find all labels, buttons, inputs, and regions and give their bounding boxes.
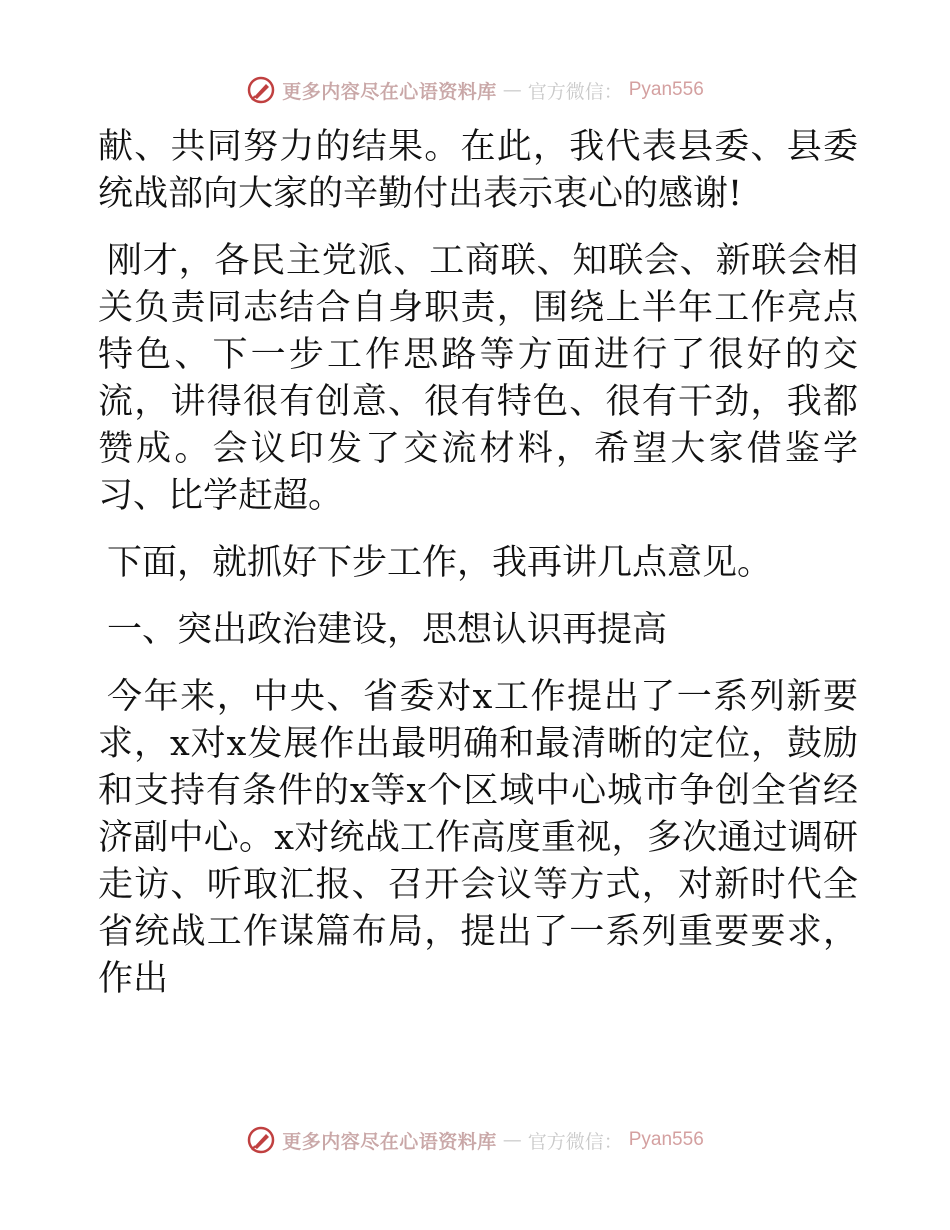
watermark-site-text: 更多内容尽在心语资料库 — [282, 80, 497, 103]
paragraph-3: 下面，就抓好下步工作，我再讲几点意见。 — [107, 543, 773, 583]
watermark-official-label: 官方微信： — [527, 1130, 623, 1153]
quill-pen-logo-icon — [246, 75, 276, 105]
watermark-wechat-id: Pyan556 — [628, 1129, 704, 1150]
document-body — [98, 124, 858, 1023]
header-watermark — [0, 72, 950, 108]
paragraph-1: 献、共同努力的结果。在此，我代表县委、县委统战部向大家的辛勤付出表示衷心的感谢! — [98, 127, 858, 214]
paragraph-2: 刚才，各民主党派、工商联、知联会、新联会相关负责同志结合自身职责，围绕上半年工作亮点特色、下一步工作思路等方面进行了很好的交流，讲得很有创意、很有特色、很有干劲，我都赞成。会议印发了交流材料，希望大家借鉴学习、比学赶超。 — [98, 241, 858, 516]
watermark-site-text: 更多内容尽在心语资料库 — [282, 1130, 497, 1153]
watermark-official-label: 官方微信： — [527, 80, 623, 103]
footer-watermark — [0, 1122, 950, 1158]
watermark-separator: — — [502, 1129, 522, 1151]
section-heading-1: 一、突出政治建设，思想认识再提高 — [107, 610, 668, 650]
watermark-wechat-id: Pyan556 — [628, 79, 704, 100]
paragraph-4: 今年来，中央、省委对x工作提出了一系列新要求，x对x发展作出最明确和最清晰的定位，鼓励和支持有条件的x等x个区域中心城市争创全省经济副中心。x对统战工作高度重视，多次通过调研走访、听取汇报、召开会议等方式，对新时代全省统战工作谋篇布局，提出了一系列重要要求，作出 — [98, 677, 858, 999]
quill-pen-logo-icon — [246, 1125, 276, 1155]
watermark-separator: — — [502, 79, 522, 101]
